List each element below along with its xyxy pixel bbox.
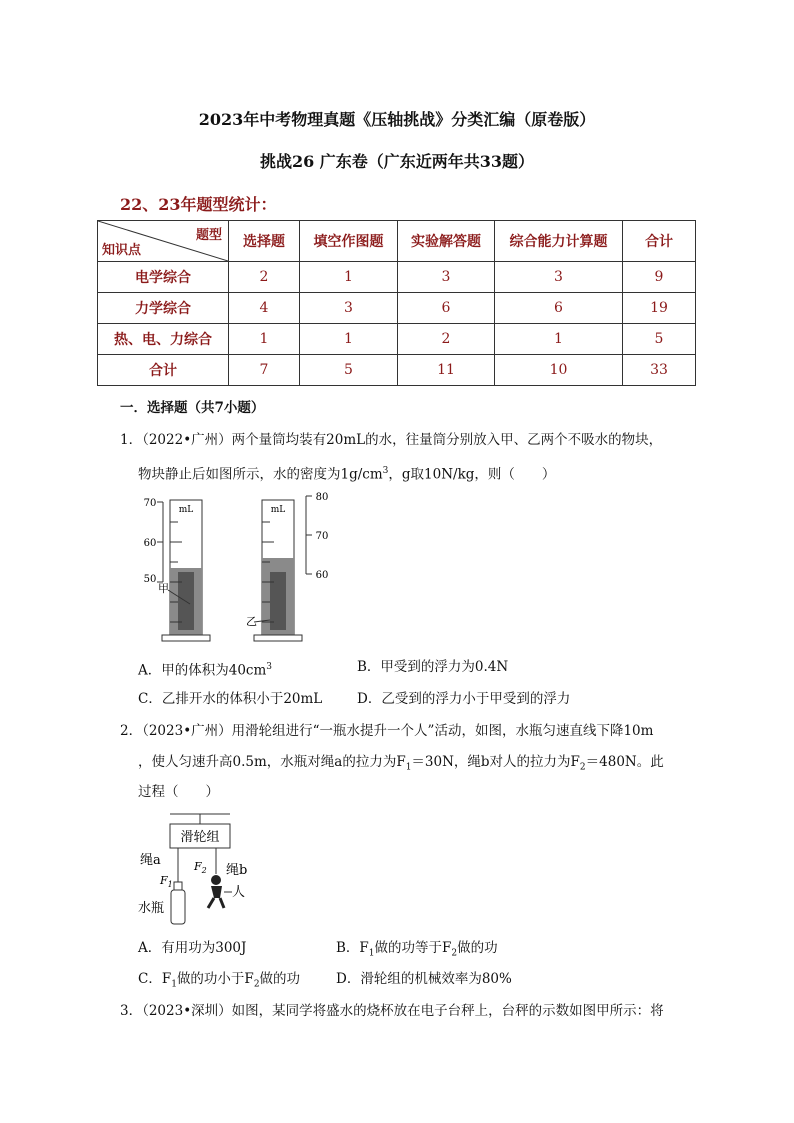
left-scale-50: 50 [143,574,157,585]
table-cell: 19 [623,293,696,324]
table-row [98,293,696,324]
right-scale-70: 70 [315,531,329,542]
table-cell: 1 [229,324,300,355]
document-title: 2023年中考物理真题《压轴挑战》分类汇编（原卷版） [198,110,596,129]
table-cell: 2 [229,262,300,293]
table-corner-cell [98,221,229,262]
right-scale-80: 80 [315,492,329,503]
q2-option-c: C．$F_1$做的功小于$F_2$做的功 [138,971,301,990]
right-scale-60: 60 [315,570,329,581]
q2-option-d: D．滑轮组的机械效率为80% [336,971,512,987]
table-header-row [98,221,696,262]
table-cell: 1 [300,324,398,355]
section-heading: 22、23年题型统计： [120,195,277,214]
table-cell: 3 [300,293,398,324]
person-label: 人 [232,885,246,900]
table-header-cell: 选择题 [229,221,300,262]
left-scale-60: 60 [143,538,157,549]
stats-table [97,220,696,386]
q1-option-b: B．甲受到的浮力为0.4N [357,659,509,675]
table-header-cell: 综合能力计算题 [495,221,623,262]
label-yi: 乙 [246,615,257,628]
f1-label: $F_1$ [160,874,173,889]
rope-b-label: 绳b [226,863,248,878]
row-label: 热、电、力综合 [98,324,229,355]
table-header-cell: 合计 [623,221,696,262]
graduated-cylinders-figure [130,492,350,652]
q1-line2: 物块静止后如图所示，水的密度为$1g/cm^3$，g取10N/kg，则（ ） [138,466,556,483]
corner-bottom-label: 知识点 [102,243,142,258]
q2-option-a: A．有用功为300J [138,940,247,956]
table-header-cell: 填空作图题 [300,221,398,262]
table-cell: 1 [495,324,623,355]
pulley-figure [136,812,266,927]
q2-line1: 2．（2023•广州）用滑轮组进行“一瓶水提升一个人”活动，如图，水瓶匀速直线下降10m [120,723,654,739]
table-cell: 4 [229,293,300,324]
bottle-label: 水瓶 [138,901,165,916]
table-row [98,324,696,355]
rope-a-label: 绳a [140,853,161,868]
table-cell: 3 [495,262,623,293]
table-row [98,355,696,386]
table-cell: 5 [300,355,398,386]
q2-option-b: B．$F_1$做的功等于$F_2$做的功 [336,940,498,959]
q1-line1: 1．（2022•广州）两个量筒均装有20mL的水，往量筒分别放入甲、乙两个不吸水的物块， [120,432,663,448]
table-cell: 2 [398,324,495,355]
pulley-label: 滑轮组 [180,830,220,845]
left-scale-70: 70 [143,498,157,509]
f2-label: $F_2$ [194,860,207,875]
table-cell: 6 [495,293,623,324]
table-cell: 1 [300,262,398,293]
q1-option-a: A．甲的体积为$40cm^3$ [138,662,273,679]
table-cell: 33 [623,355,696,386]
q2-line2: ，使人匀速升高0.5m，水瓶对绳a的拉力为$F_1=30N$，绳b对人的拉力为$F_2=480N$。此 [138,754,664,773]
document-subtitle: 挑战26 广东卷（广东近两年共33题） [259,152,535,171]
left-unit: mL [178,505,194,515]
table-row [98,262,696,293]
table-cell: 7 [229,355,300,386]
right-unit: mL [270,505,286,515]
table-cell: 11 [398,355,495,386]
label-jia: 甲 [158,582,169,595]
q1-option-d: D．乙受到的浮力小于甲受到的浮力 [357,691,571,707]
q1-option-c: C．乙排开水的体积小于20mL [138,691,323,707]
table-cell: 3 [398,262,495,293]
corner-top-label: 题型 [195,228,222,243]
table-cell: 9 [623,262,696,293]
table-cell: 5 [623,324,696,355]
row-label: 合计 [98,355,229,386]
part-heading: 一．选择题（共7小题） [120,400,265,416]
row-label: 力学综合 [98,293,229,324]
q2-line3: 过程（ ） [138,784,219,800]
table-header-cell: 实验解答题 [398,221,495,262]
row-label: 电学综合 [98,262,229,293]
table-cell: 10 [495,355,623,386]
q3-line1: 3．（2023•深圳）如图，某同学将盛水的烧杯放在电子台秤上，台秤的示数如图甲所示：将 [120,1003,664,1019]
table-cell: 6 [398,293,495,324]
